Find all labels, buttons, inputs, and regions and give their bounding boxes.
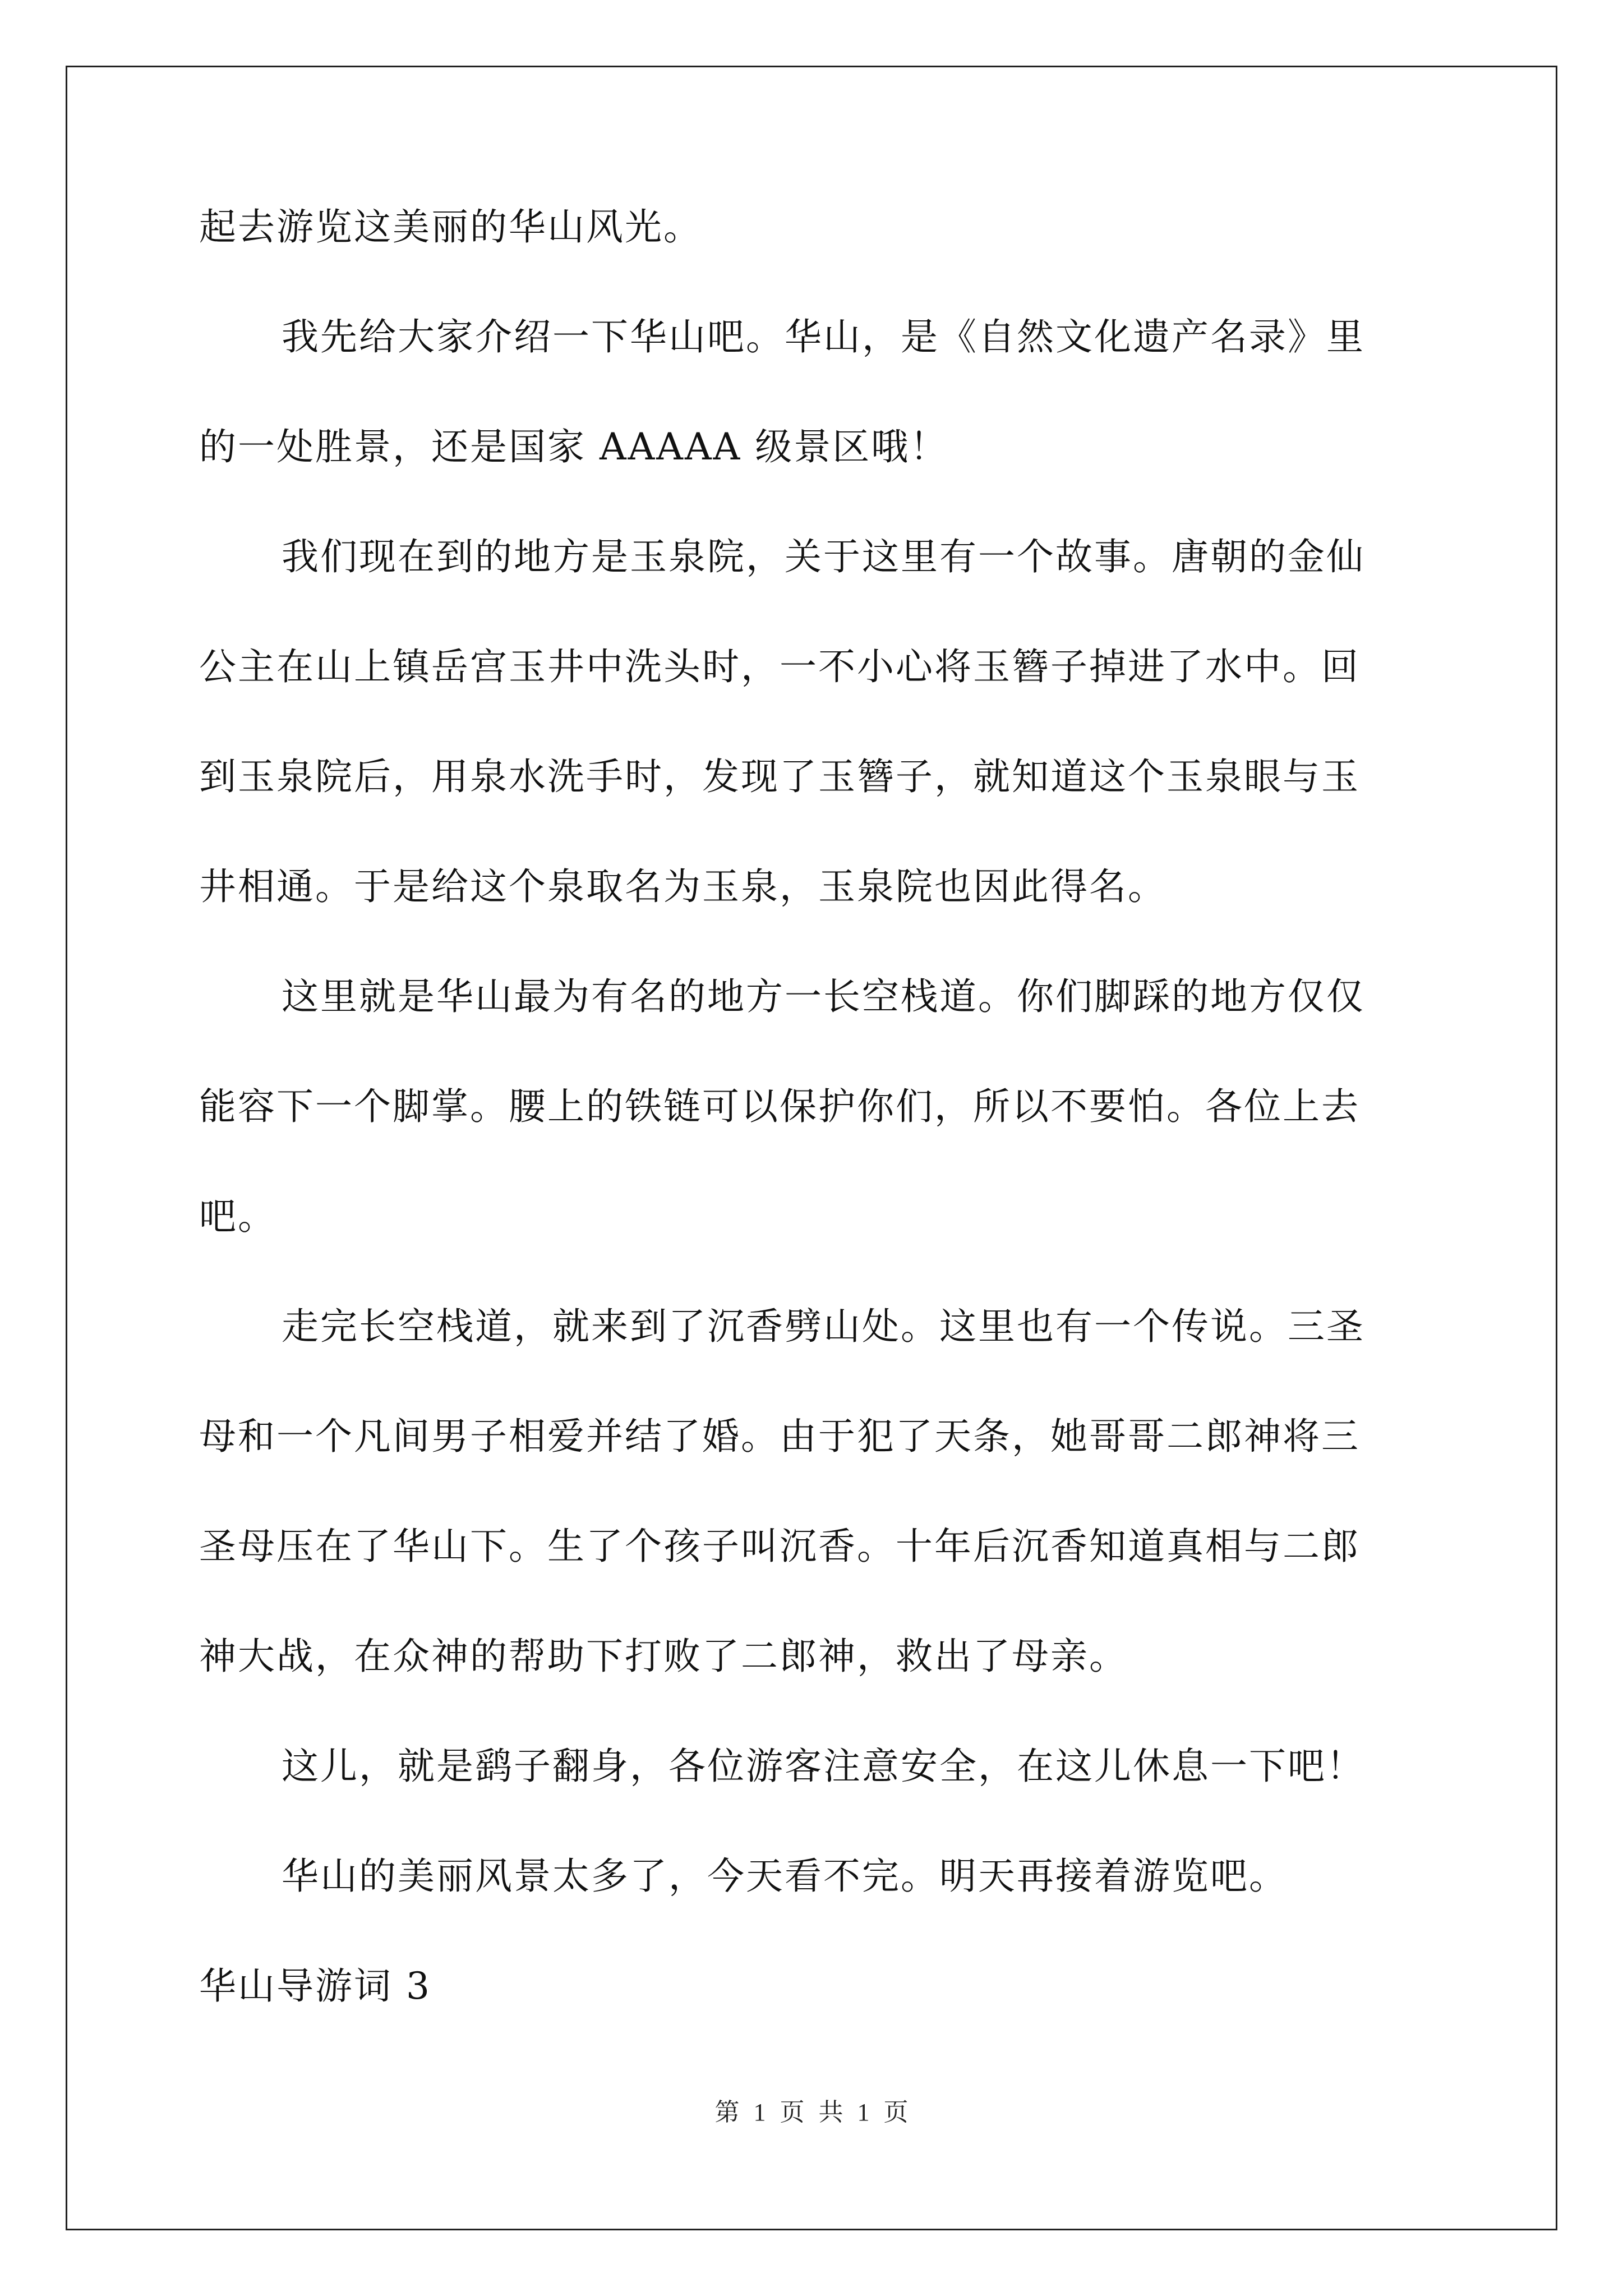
page-border [66, 66, 1557, 2230]
paragraph-first-line: 我们现在到的地方是玉泉院，关于这里有一个故事。唐朝的金仙 [282, 535, 1365, 578]
text-line: 神大战，在众神的帮助下打败了二郎神，救出了母亲。 [199, 1635, 1128, 1678]
paragraph-first-line: 这里就是华山最为有名的地方一长空栈道。你们脚踩的地方仅仅 [282, 975, 1365, 1018]
page-number-footer: 第 1 页 共 1 页 [714, 2099, 909, 2126]
text-line: 母和一个凡间男子相爱并结了婚。由于犯了天条，她哥哥二郎神将三 [199, 1415, 1360, 1458]
text-line: 圣母压在了华山下。生了个孩子叫沉香。十年后沉香知道真相与二郎 [199, 1525, 1360, 1568]
paragraph-first-line: 我先给大家介绍一下华山吧。华山，是《自然文化遗产名录》里 [282, 315, 1365, 358]
paragraph-first-line: 走完长空栈道，就来到了沉香劈山处。这里也有一个传说。三圣 [282, 1305, 1365, 1348]
text-line: 能容下一个脚掌。腰上的铁链可以保护你们，所以不要怕。各位上去 [199, 1085, 1360, 1128]
paragraph-first-line: 华山的美丽风景太多了，今天看不完。明天再接着游览吧。 [282, 1855, 1288, 1898]
text-line: 起去游览这美丽的华山风光。 [199, 205, 702, 249]
text-line: 的一处胜景，还是国家 AAAAA 级景区哦！ [199, 425, 949, 468]
text-line: 到玉泉院后，用泉水洗手时，发现了玉簪子，就知道这个玉泉眼与玉 [199, 755, 1360, 798]
text-line: 井相通。于是给这个泉取名为玉泉，玉泉院也因此得名。 [199, 865, 1166, 908]
paragraph-first-line: 这儿，就是鹞子翻身，各位游客注意安全，在这儿休息一下吧！ [282, 1745, 1365, 1788]
text-line: 吧。 [199, 1195, 276, 1238]
section-heading: 华山导游词 3 [199, 1964, 431, 2008]
text-line: 公主在山上镇岳宫玉井中洗头时，一不小心将玉簪子掉进了水中。回 [199, 645, 1360, 688]
